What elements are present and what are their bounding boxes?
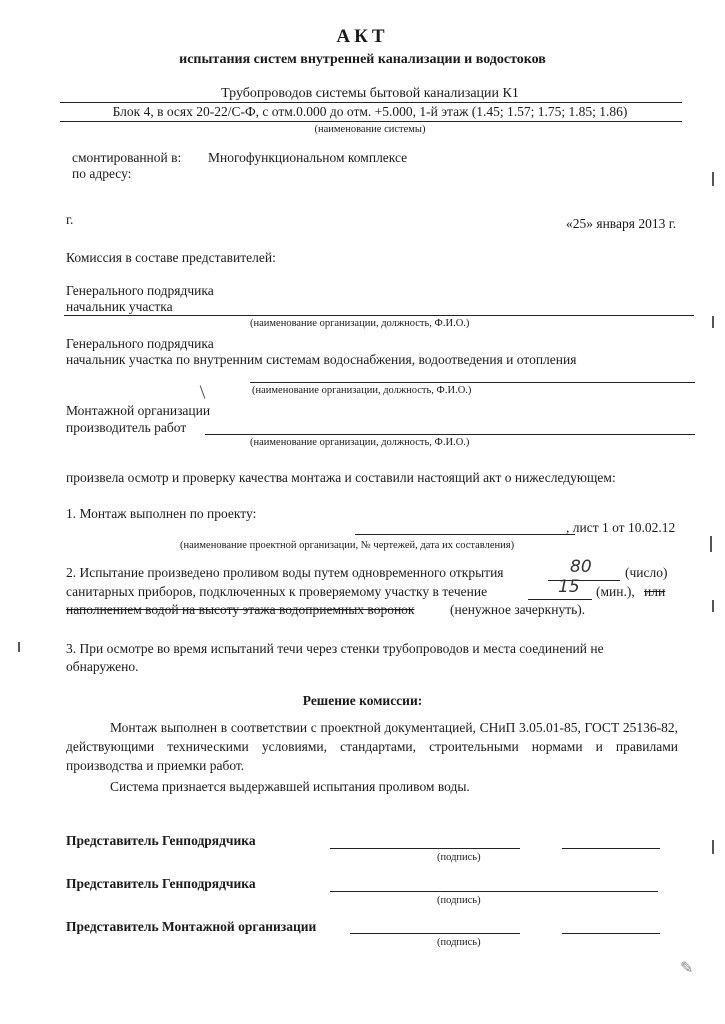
rep1-caption: (наименование организации, должность, Ф.И.О.) — [250, 318, 470, 329]
rep3-caption: (наименование организации, должность, Ф.И.О.) — [250, 437, 470, 448]
address-label: по адресу: — [72, 166, 132, 181]
item2-strike-or: или — [644, 584, 666, 599]
mounted-label: смонтированной в: — [72, 150, 182, 165]
signature-rep1-name-line — [562, 848, 660, 849]
rep1-organization: Генерального подрядчика — [66, 283, 214, 298]
item1-text: 1. Монтаж выполнен по проекту: — [66, 506, 257, 521]
signature-rep2-line — [330, 891, 658, 892]
decision-conclusion: Система признается выдержавшей испытания проливом воды. — [110, 779, 470, 794]
scan-mark — [712, 840, 714, 854]
signature-rep1-label: Представитель Генподрядчика — [66, 833, 256, 848]
system-location-line — [60, 121, 682, 122]
item1-sheet: , лист 1 от 10.02.12 — [566, 520, 676, 535]
document-title: АКТ — [336, 26, 389, 47]
rep2-caption: (наименование организации, должность, Ф.И.О.) — [252, 385, 472, 396]
scan-mark — [710, 536, 712, 552]
corner-scribble: ✎ — [680, 958, 694, 977]
rep2-line — [250, 382, 695, 383]
signature-rep3-label: Представитель Монтажной организации — [66, 919, 317, 934]
act-date: «25» января 2013 г. — [566, 216, 677, 231]
signature-rep3-caption: (подпись) — [437, 937, 481, 948]
mounted-value: Многофункциональном комплексе — [208, 150, 408, 165]
commission-conclusion: произвела осмотр и проверку качества монтажа и составили настоящий акт о нижеследующем: — [66, 470, 616, 485]
system-name: Трубопроводов системы бытовой канализации К1 — [221, 86, 519, 101]
item2-text-start: 2. Испытание произведено проливом воды путем одновременного открытия — [66, 565, 504, 580]
signature-rep3-line — [350, 933, 520, 934]
signature-rep2-label: Представитель Генподрядчика — [66, 876, 256, 891]
rep3-line — [205, 434, 695, 435]
decision-heading: Решение комиссии: — [302, 693, 423, 708]
signature-rep2-caption: (подпись) — [437, 895, 481, 906]
item2-minutes-suffix: (мин.), — [596, 584, 635, 599]
rep1-role: начальник участка — [66, 299, 173, 314]
scan-mark — [712, 172, 714, 186]
item3-line2: обнаружено. — [66, 659, 139, 674]
city-label: г. — [66, 212, 74, 227]
item2-minutes-line — [528, 599, 592, 600]
item1-caption: (наименование проектной организации, № чертежей, дата их составления) — [180, 540, 515, 551]
system-caption: (наименование системы) — [314, 124, 426, 135]
item2-minutes-value: 15 — [558, 577, 580, 597]
rep3-role: производитель работ — [66, 420, 187, 435]
item2-note: (ненужное зачеркнуть). — [450, 602, 586, 617]
document-subtitle: испытания систем внутренней канализации и водостоков — [179, 52, 546, 67]
item3-line1: 3. При осмотре во время испытаний течи через стенки трубопроводов и места соединений не — [66, 641, 604, 656]
item2-count-suffix: (число) — [625, 565, 668, 580]
scan-mark — [200, 385, 206, 398]
signature-rep1-line — [330, 848, 520, 849]
commission-intro: Комиссия в составе представителей: — [66, 250, 276, 265]
item1-project-line — [355, 534, 575, 535]
rep2-role: начальник участка по внутренним системам водоснабжения, водоотведения и отопления — [66, 352, 577, 367]
item2-line2: санитарных приборов, подключенных к проверяемому участку в течение — [66, 584, 488, 599]
rep1-line — [64, 315, 694, 316]
signature-rep1-caption: (подпись) — [437, 852, 481, 863]
decision-paragraph: Монтаж выполнен в соответствии с проектной документацией, СНиП 3.05.01-85, ГОСТ 25136-82, действующими техническими условиями, стандартами, строительными нормами и правилами производства и приемки работ. — [66, 720, 678, 773]
scan-mark — [18, 642, 20, 652]
rep3-organization: Монтажной организации — [66, 403, 211, 418]
rep2-organization: Генерального подрядчика — [66, 336, 214, 351]
system-name-line — [60, 102, 682, 103]
item2-strike-text: наполнением водой на высоту этажа водоприемных воронок — [66, 602, 415, 617]
signature-rep3-name-line — [562, 933, 660, 934]
system-location: Блок 4, в осях 20-22/С-Ф, с отм.0.000 до отм. +5.000, 1-й этаж (1.45; 1.57; 1.75; 1.85; 1.86) — [112, 104, 628, 119]
scan-mark — [712, 600, 714, 612]
scan-mark — [712, 316, 714, 328]
item2-count-value: 80 — [570, 557, 592, 577]
